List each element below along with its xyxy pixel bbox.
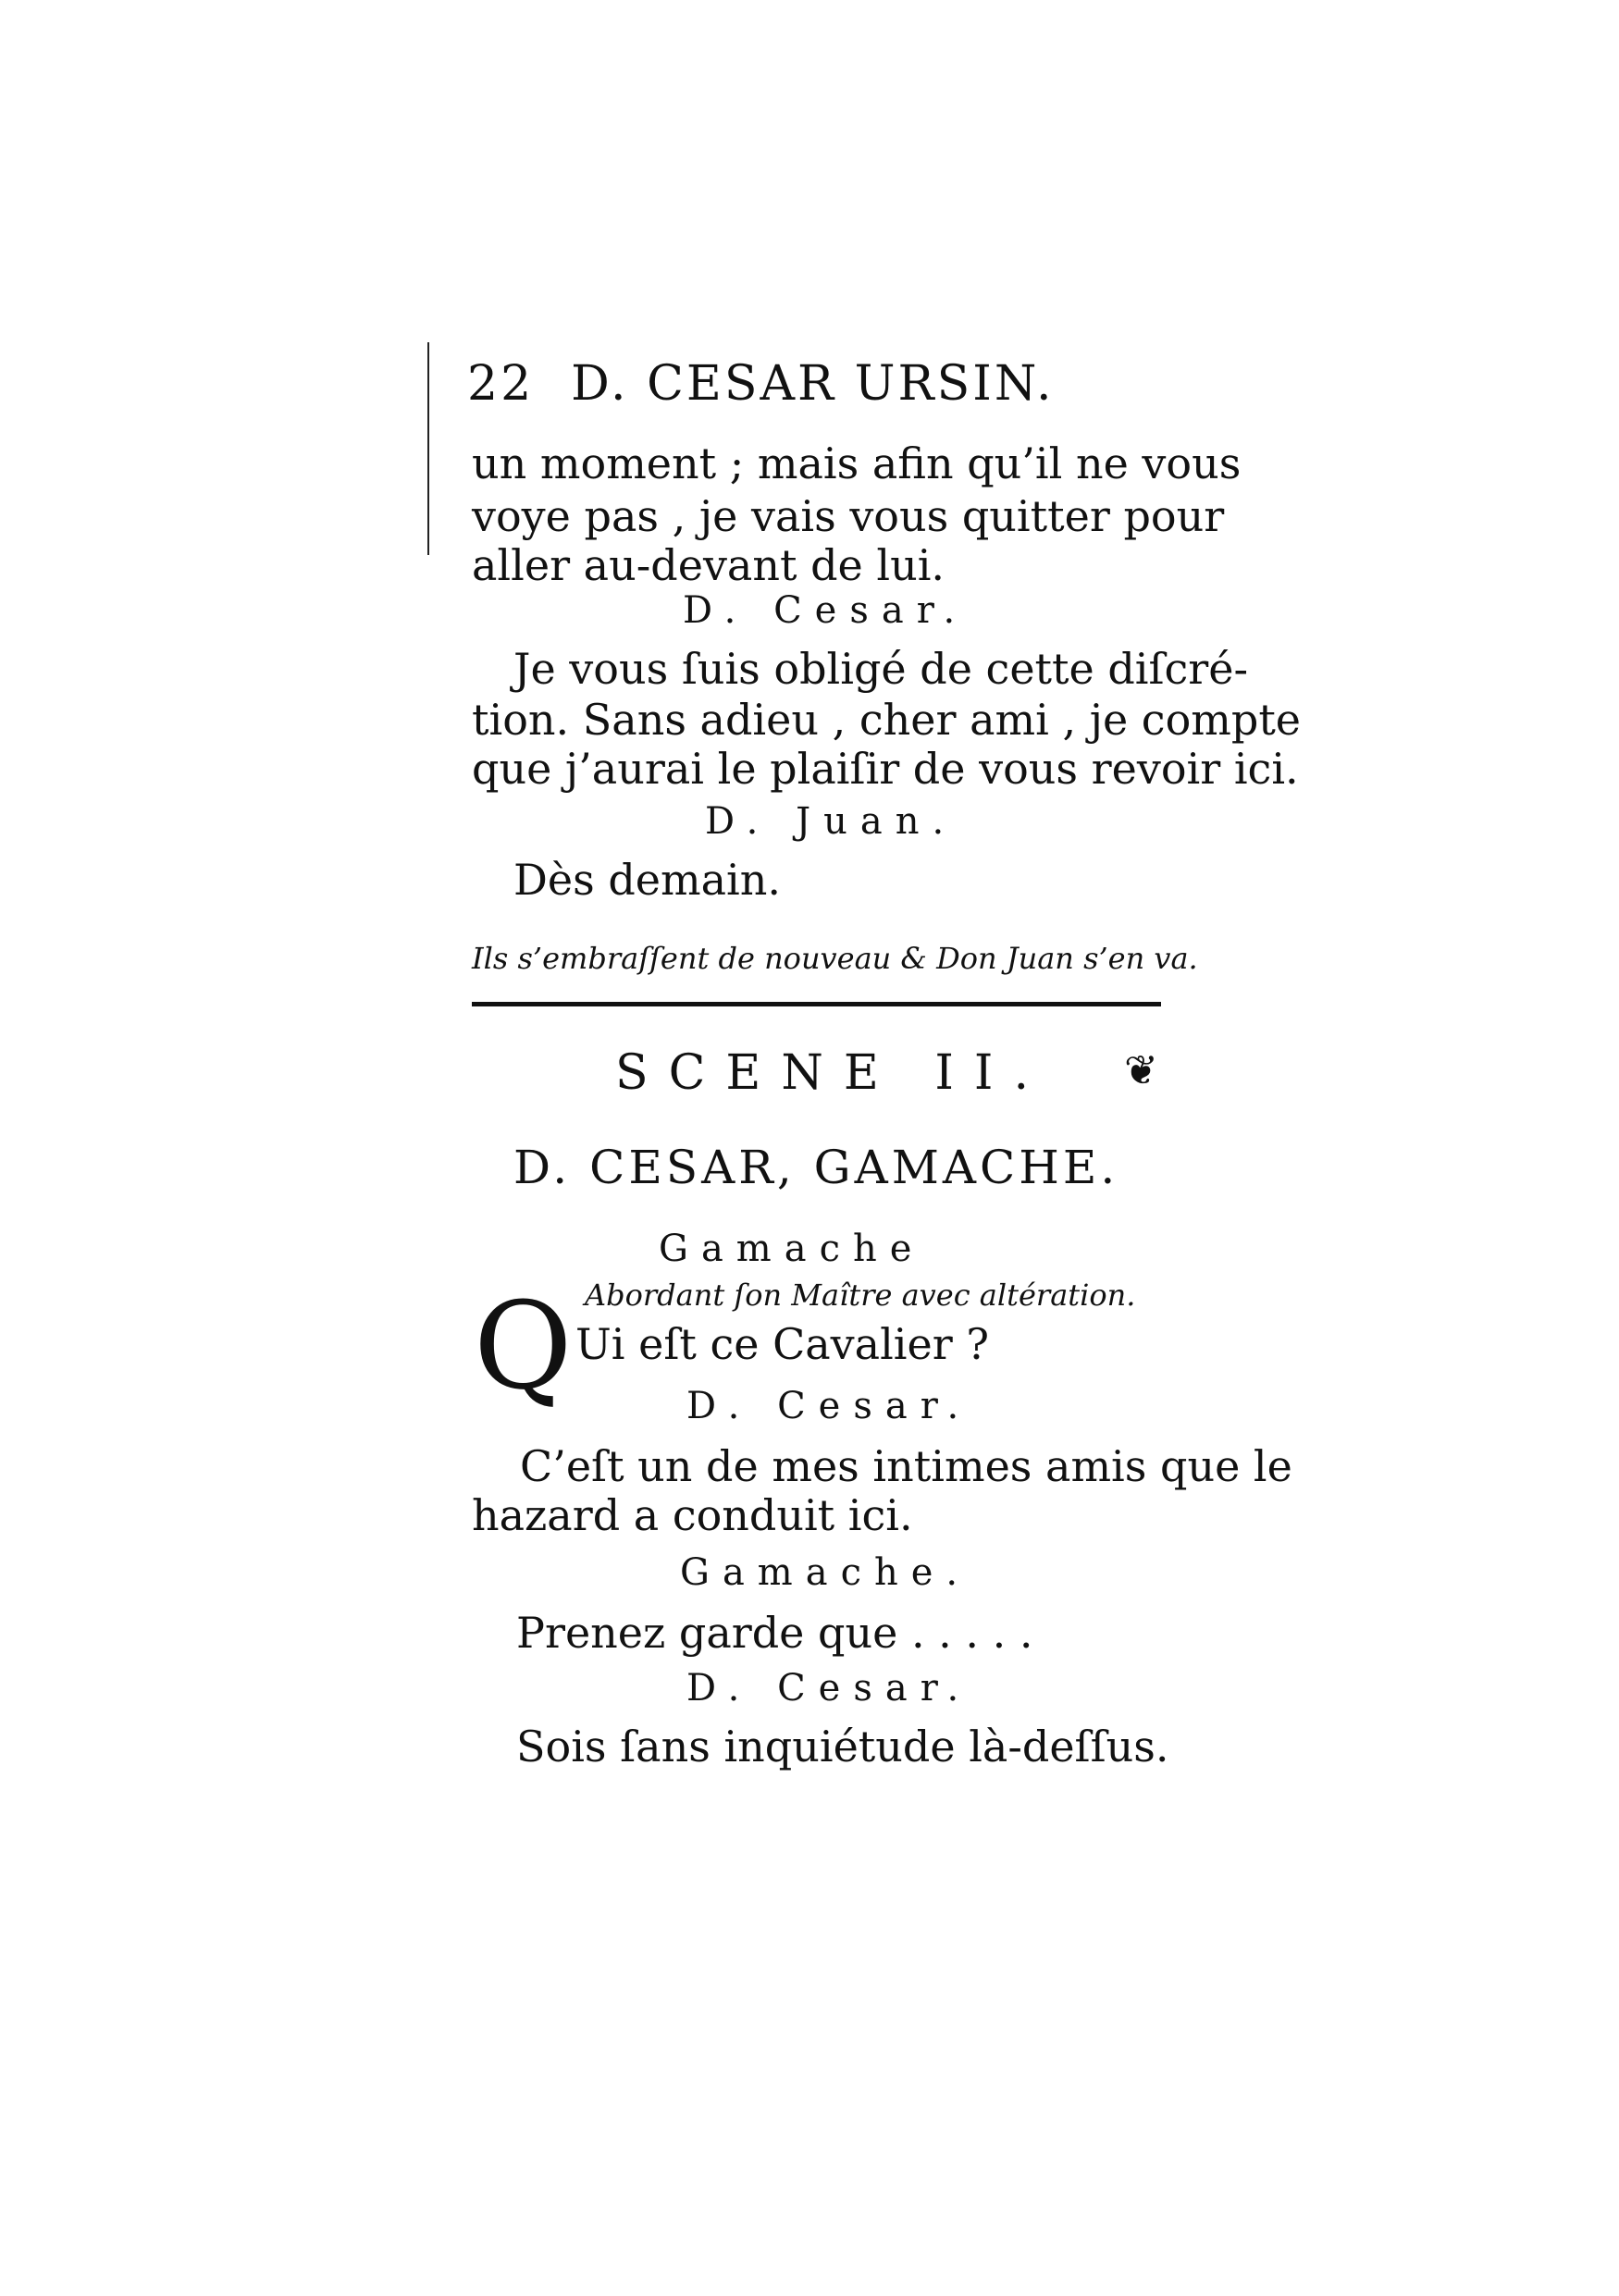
running-title: D. CESAR URSIN.	[571, 356, 1055, 412]
text-line: Ui eſt ce Cavalier ?	[575, 1319, 990, 1369]
text-line: que j’aurai le plaiſir de vous revoir ici.	[472, 744, 1299, 794]
text-line: C’eſt un de mes intimes amis que le	[520, 1441, 1292, 1491]
text-line: Je vous ſuis obligé de cette diſcré-	[513, 644, 1249, 694]
speaker-name: Gamache.	[680, 1551, 971, 1594]
stage-direction: Ils s’embraſſent de nouveau & Don Juan s’en va.	[472, 941, 1198, 976]
running-header	[467, 356, 1055, 412]
text-line: voye pas , je vais vous quitter pour	[472, 491, 1225, 541]
speaker-name: D. Juan.	[705, 800, 958, 843]
scene-title: SCENE II.	[615, 1045, 1049, 1101]
text-line: hazard a conduit ici.	[472, 1490, 913, 1540]
text-line: un moment ; mais afin qu’il ne vous	[472, 438, 1242, 488]
drop-cap: Q	[474, 1276, 573, 1416]
text-line: Sois ſans inquiétude là-deſſus.	[516, 1722, 1169, 1771]
speaker-name: D. Cesar.	[686, 1385, 972, 1427]
text-line: aller au-devant de lui.	[472, 540, 945, 590]
section-rule	[472, 1002, 1161, 1006]
speaker-name: D. Cesar.	[686, 1667, 972, 1710]
text-line: tion. Sans adieu , cher ami , je compte	[472, 695, 1302, 745]
page-number: 22	[467, 356, 535, 412]
speaker-name: Gamache	[659, 1228, 925, 1270]
text-line: Dès demain.	[513, 855, 782, 905]
fleuron-ornament-icon: ❦	[1124, 1047, 1158, 1094]
speaker-name: D. Cesar.	[683, 589, 969, 632]
text-line: Prenez garde que . . . . .	[516, 1608, 1033, 1658]
stage-direction: Abordant ſon Maître avec altération.	[585, 1278, 1136, 1313]
scene-characters: D. CESAR, GAMACHE.	[513, 1141, 1119, 1194]
gutter-line	[427, 342, 429, 555]
